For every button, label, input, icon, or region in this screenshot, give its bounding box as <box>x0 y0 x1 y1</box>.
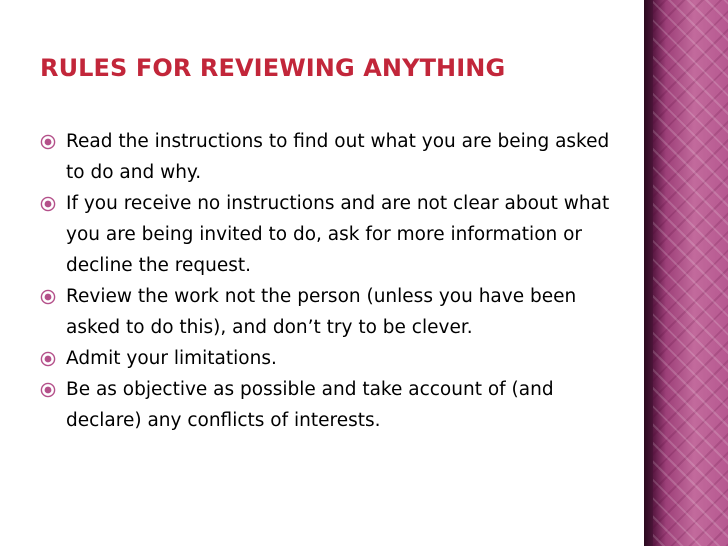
bullet-text: Read the instructions to find out what you are being asked to do and why. <box>66 131 610 183</box>
circle-bullet-icon <box>40 351 56 367</box>
bullet-text: If you receive no instructions and are not clear about what you are being invited to do, ask for more information or decline the request. <box>66 193 610 276</box>
bullet-item <box>40 126 610 188</box>
circle-bullet-icon <box>40 134 56 150</box>
bullet-list <box>40 126 610 436</box>
circle-bullet-icon <box>40 289 56 305</box>
circle-bullet-icon <box>40 196 56 212</box>
bullet-text: Admit your limitations. <box>66 348 277 369</box>
slide-title: RULES FOR REVIEWING ANYTHING <box>40 54 506 82</box>
bullet-item <box>40 188 610 281</box>
bullet-text: Be as objective as possible and take account of (and declare) any conflicts of interests. <box>66 379 554 431</box>
bullet-item <box>40 343 610 374</box>
bullet-text: Review the work not the person (unless you have been asked to do this), and don’t try to be clever. <box>66 286 577 338</box>
decorative-accent-bar <box>644 0 728 546</box>
bullet-item <box>40 374 610 436</box>
circle-bullet-icon <box>40 382 56 398</box>
bullet-item <box>40 281 610 343</box>
